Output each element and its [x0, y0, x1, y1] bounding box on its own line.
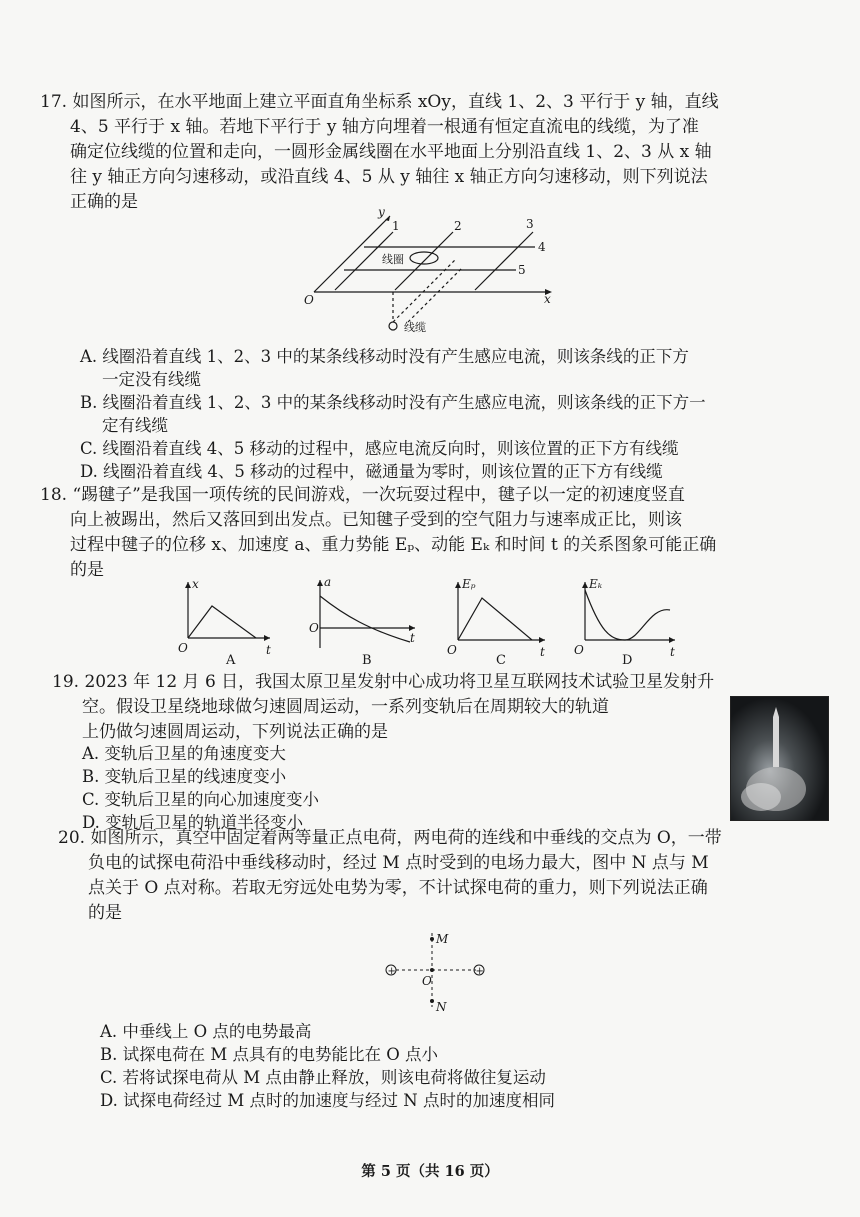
page-footer: 第 5 页（共 16 页）	[361, 1163, 499, 1180]
graph-c-tlabel: t	[540, 645, 545, 659]
q18-graphs	[170, 576, 700, 668]
right-charge-sign: +	[475, 966, 484, 977]
q17-coordinate-figure	[290, 202, 570, 340]
line-5-label: 5	[518, 263, 526, 277]
point-m	[430, 937, 434, 941]
question-18-stem: 18. “踢毽子”是我国一项传统的民间游戏，一次玩耍过程中，毽子以一定的初速度竖直 向上被踢出，然后又落回到出发点。已知毽子受到的空气阻力与速率成正比，则该 过程中毽子的位移 x、加速度 a、重力势能 Eₚ、动能 Eₖ 和时间 t 的关系图象可能正确 的是	[40, 485, 717, 580]
point-o	[430, 968, 434, 972]
y-axis	[314, 216, 390, 292]
q17-option-c: C. 线圈沿着直线 4、5 移动的过程中，感应电流反向时，则该位置的正下方有线缆	[80, 439, 679, 458]
line-1-label: 1	[392, 219, 400, 233]
question-19-stem: 19. 2023 年 12 月 6 日，我国太原卫星发射中心成功将卫星互联网技术试验卫星发射升 空。假设卫星绕地球做匀速圆周运动，一系列变轨后在周期较大的轨道 上仍做匀速圆周运动，下列说法正确的是	[52, 672, 715, 742]
question-20-stem: 20. 如图所示，真空中固定着两等量正点电荷，两电荷的连线和中垂线的交点为 O，一带 负电的试探电荷沿中垂线移动时，经过 M 点时受到的电场力最大，图中 N 点与 M 点关于 O 点对称。若取无穷远处电势为零，不计试探电荷的重力，则下列说法正确 的是	[58, 828, 722, 923]
rocket-icon	[731, 697, 828, 820]
graph-b-ylabel: a	[324, 576, 332, 589]
graph-c-ylabel: Eₚ	[462, 577, 476, 591]
q17-option-b: B. 线圈沿着直线 1、2、3 中的某条线移动时没有产生感应电流，则该条线的正下方一	[80, 393, 706, 412]
origin-label: O	[304, 293, 314, 307]
q20-option-d: D. 试探电荷经过 M 点时的加速度与经过 N 点时的加速度相同	[100, 1091, 555, 1110]
question-17-stem: 17. 如图所示，在水平地面上建立平面直角坐标系 xOy，直线 1、2、3 平行于 y 轴，直线 4、5 平行于 x 轴。若地下平行于 y 轴方向埋着一根通有恒定直流电的线缆，为了准 确定位线缆的位置和走向，一圆形金属线圈在水平地面上分别沿直线 1、2、3 从 x 轴 往 y 轴正方向匀速移动，或沿直线 4、5 从 y 轴往 x 轴正方向匀速移动，则下列说法 正确的是	[40, 92, 719, 212]
graph-c-label: C	[496, 653, 506, 668]
cable-label: 线缆	[404, 321, 426, 334]
x-axis-label: x	[544, 292, 551, 306]
graph-a-label: A	[226, 653, 236, 668]
o-label: O	[422, 974, 432, 988]
graph-a-curve	[188, 606, 256, 638]
graph-d-tlabel: t	[670, 645, 675, 659]
q19-option-b: B. 变轨后卫星的线速度变小	[82, 767, 287, 786]
n-label: N	[436, 1000, 447, 1014]
graph-b-tlabel: t	[410, 631, 415, 645]
line-4-label: 4	[538, 240, 546, 254]
left-charge-sign: +	[387, 966, 396, 977]
q19-options	[82, 742, 722, 834]
q20-charges-figure	[375, 925, 495, 1017]
graph-d-origin: O	[574, 643, 584, 657]
point-n	[430, 999, 434, 1003]
line-3-label: 3	[526, 217, 534, 231]
q19-option-d: D. 变轨后卫星的轨道半径变小	[82, 813, 304, 832]
q20-option-c: C. 若将试探电荷从 M 点由静止释放，则该电荷将做往复运动	[100, 1068, 546, 1087]
y-axis-label: y	[378, 205, 385, 219]
graph-b-label: B	[362, 653, 372, 668]
graph-b-origin: O	[309, 621, 319, 635]
q20-option-b: B. 试探电荷在 M 点具有的电势能比在 O 点小	[100, 1045, 439, 1064]
graph-c-curve	[458, 598, 532, 640]
q17-options: A. 线圈沿着直线 1、2、3 中的某条线移动时没有产生感应电流，则该条线的正下方 一定没有线缆 B. 线圈沿着直线 1、2、3 中的某条线移动时没有产生感应电流，则该条线的正下方一 定有线缆 C. 线圈沿着直线 4、5 移动的过程中，感应电流反向时，则该位置的正下方有线缆 D. 线圈沿着直线 4、5 移动的过程中，磁通量为零时，则该位置的正下方有线缆	[80, 345, 840, 483]
coil-label: 线圈	[382, 253, 404, 266]
q19-option-c: C. 变轨后卫星的向心加速度变小	[82, 790, 320, 809]
q20-options	[100, 1020, 840, 1112]
graph-d-label: D	[622, 653, 633, 668]
graph-a-ylabel: x	[192, 577, 199, 591]
graph-a-tlabel: t	[266, 643, 271, 657]
m-label: M	[436, 932, 449, 946]
graph-d-curve	[585, 590, 670, 640]
line-2-label: 2	[454, 219, 462, 233]
rocket-launch-photo	[730, 696, 829, 821]
coil-ellipse	[410, 252, 438, 264]
graph-b-curve	[320, 596, 410, 642]
q19-option-a: A. 变轨后卫星的角速度变大	[82, 744, 286, 763]
q17-option-a: A. 线圈沿着直线 1、2、3 中的某条线移动时没有产生感应电流，则该条线的正下方	[80, 347, 689, 366]
cable-end-circle	[389, 322, 397, 330]
graph-c-origin: O	[447, 643, 457, 657]
graph-a-origin: O	[178, 641, 188, 655]
graph-d-ylabel: Eₖ	[589, 577, 603, 591]
line-3	[475, 232, 533, 290]
q20-option-a: A. 中垂线上 O 点的电势最高	[100, 1022, 312, 1041]
q17-option-d: D. 线圈沿着直线 4、5 移动的过程中，磁通量为零时，则该位置的正下方有线缆	[80, 462, 663, 481]
